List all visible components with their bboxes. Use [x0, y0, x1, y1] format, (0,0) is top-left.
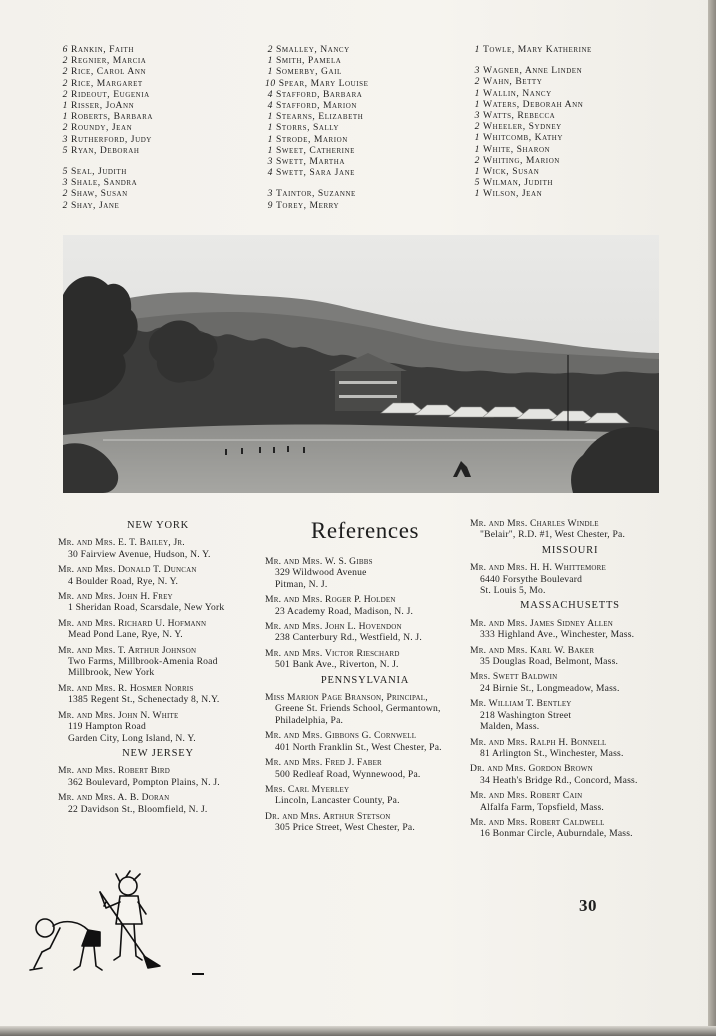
reference-name: Mr. and Mrs. John H. Frey: [58, 591, 173, 603]
camper-name: Somerby, Gail: [276, 66, 342, 78]
reference-entry: [265, 757, 465, 780]
name-list-gap: [472, 55, 592, 65]
camper-name: Wick, Susan: [483, 166, 540, 178]
camper-name: Towle, Mary Katherine: [483, 44, 592, 55]
camper-list-item: [472, 188, 592, 199]
reference-name: Mr. and Mrs. H. H. Whittemore: [470, 562, 607, 574]
camper-name: Swett, Martha: [276, 156, 345, 168]
children-sweeping-illustration: [20, 868, 220, 983]
camper-years-count: 1: [62, 100, 68, 112]
reference-name: Mr. and Mrs. A. B. Doran: [58, 792, 170, 804]
camper-list-item: [60, 145, 153, 156]
camper-years-count: 1: [267, 133, 273, 145]
reference-entry: [470, 518, 670, 541]
reference-name: Mr. and Mrs. E. T. Bailey, Jr.: [58, 537, 185, 549]
reference-name: Mr. and Mrs. Charles Windle: [470, 518, 599, 529]
camper-years-count: 2: [62, 66, 68, 78]
camper-list-item: [472, 132, 592, 143]
reference-address-line: 30 Fairview Avenue, Hudson, N. Y.: [68, 548, 211, 560]
camper-years-count: 4: [267, 100, 273, 112]
reference-entry: [58, 537, 258, 560]
reference-name: Mr. and Mrs. T. Arthur Johnson: [58, 644, 197, 656]
camper-years-count: 2: [62, 55, 68, 67]
reference-address-line: 16 Bonmar Circle, Auburndale, Mass.: [480, 828, 633, 840]
camper-list-item: [472, 44, 592, 55]
reference-address-line: St. Louis 5, Mo.: [480, 585, 546, 597]
camper-years-count: 1: [267, 55, 273, 67]
state-heading: MASSACHUSETTS: [520, 600, 620, 612]
camper-list-item: [60, 89, 153, 100]
reference-address-line: 238 Canterbury Rd., Westfield, N. J.: [275, 632, 422, 644]
camper-list-item: [60, 166, 153, 177]
camper-list-item: [265, 89, 368, 100]
camper-name: Risser, JoAnn: [71, 100, 135, 112]
reference-name: Mr. and Mrs. Richard U. Hofmann: [58, 617, 207, 629]
references-column-2-entries: [265, 556, 465, 834]
reference-name: Mr. and Mrs. Robert Cain: [470, 790, 583, 802]
camper-name: Torey, Merry: [276, 199, 340, 211]
camper-list-item: [265, 134, 368, 145]
reference-entry: [265, 692, 465, 726]
camper-years-count: 3: [267, 156, 273, 168]
camper-name: Wilman, Judith: [483, 177, 553, 189]
camper-list-item: [265, 167, 368, 178]
reference-address-line: Alfalfa Farm, Topsfield, Mass.: [480, 801, 604, 813]
reference-address-line: Garden City, Long Island, N. Y.: [68, 732, 196, 744]
references-column-1: [58, 518, 258, 819]
reference-name: Mr. and Mrs. John N. White: [58, 709, 179, 721]
camper-years-count: 1: [474, 188, 480, 200]
name-list-gap: [265, 178, 368, 188]
camper-years-count: 10: [265, 77, 276, 89]
camp-landscape-photo: [63, 235, 659, 493]
reference-entry: [58, 683, 258, 706]
reference-entry: [470, 671, 670, 694]
camper-years-count: 2: [474, 154, 480, 166]
reference-name: Mr. William T. Bentley: [470, 698, 572, 710]
camper-list-item: [265, 100, 368, 111]
names-column-1: [60, 44, 153, 211]
reference-name: Mr. and Mrs. W. S. Gibbs: [265, 556, 373, 567]
reference-address-line: 22 Davidson St., Bloomfield, N. J.: [68, 803, 208, 815]
reference-name: Mrs. Carl Myerley: [265, 783, 350, 795]
camper-years-count: 3: [474, 65, 480, 77]
reference-entry: [58, 765, 258, 788]
camper-years-count: 2: [62, 88, 68, 100]
camper-name: Shay, Jane: [71, 199, 120, 211]
camper-years-count: 5: [62, 144, 68, 156]
reference-address-line: Lincoln, Lancaster County, Pa.: [275, 795, 400, 807]
camper-name: Rice, Carol Ann: [71, 66, 147, 78]
camper-list-item: [472, 110, 592, 121]
camper-name: Smalley, Nancy: [276, 44, 350, 55]
reference-name: Mr. and Mrs. Karl W. Baker: [470, 644, 595, 656]
reference-address-line: 1385 Regent St., Schenectady 8, N.Y.: [68, 694, 220, 706]
camper-name: Rice, Margaret: [71, 77, 143, 89]
camper-name: Storrs, Sally: [276, 122, 340, 134]
camper-list-item: [472, 177, 592, 188]
reference-entry: [470, 698, 670, 732]
camper-name: Watts, Rebecca: [483, 110, 556, 122]
camper-list-item: [60, 177, 153, 188]
camper-years-count: 1: [267, 122, 273, 134]
names-column-2: [265, 44, 368, 211]
camper-list-item: [265, 156, 368, 167]
camper-list-item: [472, 121, 592, 132]
page-edge-bottom: [0, 1026, 716, 1036]
reference-name: Miss Marion Page Branson, Principal,: [265, 692, 428, 704]
camper-name: Spear, Mary Louise: [278, 77, 369, 89]
camper-years-count: 4: [267, 167, 273, 179]
camper-list-item: [265, 44, 368, 55]
camper-years-count: 2: [62, 77, 68, 89]
reference-entry: [470, 817, 670, 840]
camper-name: Wahn, Betty: [483, 76, 543, 88]
camper-years-count: 5: [62, 166, 68, 178]
camper-list-item: [60, 55, 153, 66]
reference-entry: [58, 564, 258, 587]
camper-name: Wagner, Anne Linden: [483, 65, 583, 77]
camper-list-item: [472, 144, 592, 155]
camper-name: Rideout, Eugenia: [71, 88, 150, 100]
children-sweeping-illustration-graphic: [20, 868, 220, 983]
reference-address-line: Greene St. Friends School, Germantown, Philadelphia, Pa.: [275, 703, 441, 726]
reference-entry: [470, 562, 670, 596]
camper-years-count: 1: [267, 66, 273, 78]
camper-list-item: [265, 122, 368, 133]
reference-address-line: 305 Price Street, West Chester, Pa.: [275, 822, 415, 834]
reference-address-line: 23 Academy Road, Madison, N. J.: [275, 605, 414, 617]
camper-years-count: 3: [474, 110, 480, 122]
camper-list-item: [265, 111, 368, 122]
camper-name: Seal, Judith: [71, 166, 127, 178]
reference-name: Mr. and Mrs. Robert Bird: [58, 765, 171, 777]
camper-name: Sweet, Catherine: [276, 144, 355, 156]
camper-years-count: 5: [474, 177, 480, 189]
camper-years-count: 9: [267, 199, 273, 211]
camper-years-count: 1: [474, 166, 480, 178]
reference-address-line: 35 Douglas Road, Belmont, Mass.: [480, 656, 619, 668]
reference-entry: [58, 710, 258, 744]
reference-address-line: 218 Washington Street: [480, 709, 572, 721]
camper-list-item: [60, 111, 153, 122]
camper-name: Wallin, Nancy: [483, 87, 552, 99]
camper-years-count: 1: [267, 111, 273, 123]
camper-name: Ryan, Deborah: [71, 144, 140, 156]
reference-address-line: 362 Boulevard, Pompton Plains, N. J.: [68, 776, 220, 788]
camper-list-item: [265, 78, 368, 89]
camper-years-count: 2: [62, 122, 68, 134]
reference-name: Mr. and Mrs. R. Hosmer Norris: [58, 682, 194, 694]
camper-years-count: 3: [62, 177, 68, 189]
camper-name: Waters, Deborah Ann: [483, 98, 584, 110]
state-heading: PENNSYLVANIA: [320, 674, 410, 686]
references-column-3: [470, 518, 670, 844]
camper-years-count: 2: [62, 188, 68, 200]
reference-name: Mr. and Mrs. Gibbons G. Cornwell: [265, 730, 417, 742]
camper-name: Regnier, Marcia: [71, 55, 147, 67]
reference-entry: [265, 730, 465, 753]
camper-list-item: [472, 88, 592, 99]
camper-list-item: [265, 200, 368, 211]
camper-name: Roundy, Jean: [71, 122, 133, 134]
camper-years-count: 2: [474, 121, 480, 133]
camper-name: Swett, Sara Jane: [276, 167, 355, 179]
camper-name: Whitcomb, Kathy: [483, 132, 563, 144]
reference-name: Mr. and Mrs. Ralph H. Bonnell: [470, 736, 607, 748]
reference-name: Mr. and Mrs. Donald T. Duncan: [58, 564, 197, 576]
reference-entry: [58, 645, 258, 679]
camper-name: Strode, Marion: [276, 133, 348, 145]
reference-address-line: Millbrook, New York: [68, 667, 155, 679]
camper-list-item: [265, 55, 368, 66]
camper-years-count: 1: [474, 132, 480, 144]
reference-address-line: Malden, Mass.: [480, 721, 540, 733]
reference-address-line: 6440 Forsythe Boulevard: [480, 573, 583, 585]
camper-years-count: 2: [62, 199, 68, 211]
reference-entry: [58, 618, 258, 641]
camper-name: Roberts, Barbara: [71, 111, 153, 123]
reference-address-line: 1 Sheridan Road, Scarsdale, New York: [68, 602, 225, 614]
name-list-gap: [60, 156, 153, 166]
reference-entry: [265, 811, 465, 834]
reference-address-line: "Belair", R.D. #1, West Chester, Pa.: [480, 529, 626, 541]
state-heading: NEW JERSEY: [122, 747, 194, 759]
reference-address-line: 34 Heath's Bridge Rd., Concord, Mass.: [480, 774, 638, 786]
reference-address-line: 501 Bank Ave., Riverton, N. J.: [275, 659, 399, 671]
names-column-3: [472, 44, 592, 200]
reference-entry: [265, 594, 465, 617]
camper-years-count: 4: [267, 88, 273, 100]
camper-years-count: 1: [474, 44, 480, 55]
reference-name: Mr. and Mrs. Roger P. Holden: [265, 594, 396, 606]
camper-name: Stearns, Elizabeth: [276, 111, 364, 123]
camper-list-item: [472, 99, 592, 110]
camper-list-item: [60, 44, 153, 55]
camper-name: Rutherford, Judy: [71, 133, 152, 145]
camper-name: Smith, Pamela: [276, 55, 342, 67]
reference-entry: [58, 591, 258, 614]
camper-years-count: 1: [474, 143, 480, 155]
reference-entry: [470, 763, 670, 786]
reference-entry: [470, 618, 670, 641]
camper-years-count: 1: [267, 144, 273, 156]
reference-address-line: 81 Arlington St., Winchester, Mass.: [480, 747, 624, 759]
state-heading: NEW YORK: [126, 520, 190, 531]
reference-address-line: 401 North Franklin St., West Chester, Pa.: [275, 741, 442, 753]
camper-name: Shaw, Susan: [71, 188, 128, 200]
reference-address-line: 329 Wildwood Avenue: [275, 567, 367, 579]
state-heading: MISSOURI: [541, 544, 599, 556]
camper-years-count: 1: [474, 98, 480, 110]
camper-name: Wheeler, Sydney: [483, 121, 562, 133]
camp-landscape-photo-graphic: [63, 235, 659, 493]
reference-entry: [265, 556, 465, 590]
camper-name: Stafford, Marion: [276, 100, 357, 112]
page-edge-right: [708, 0, 716, 1036]
camper-list-item: [472, 155, 592, 166]
camper-list-item: [265, 145, 368, 156]
camper-years-count: 1: [62, 111, 68, 123]
camper-name: Wilson, Jean: [483, 188, 543, 200]
reference-address-line: Pitman, N. J.: [275, 578, 328, 590]
reference-name: Dr. and Mrs. Arthur Stetson: [265, 810, 391, 822]
page-number: 30: [579, 896, 597, 915]
camper-name: Shale, Sandra: [71, 177, 138, 189]
references-column-2: [265, 518, 465, 838]
camper-years-count: 2: [474, 76, 480, 88]
camper-list-item: [472, 166, 592, 177]
camper-list-item: [60, 188, 153, 199]
reference-entry: [470, 737, 670, 760]
camper-years-count: 6: [62, 44, 68, 55]
references-title: References: [310, 518, 420, 543]
reference-entry: [265, 784, 465, 807]
camper-list-item: [60, 122, 153, 133]
camper-name: Rankin, Faith: [71, 44, 134, 55]
reference-address-line: 24 Birnie St., Longmeadow, Mass.: [480, 682, 620, 694]
camper-list-item: [60, 78, 153, 89]
reference-entry: [265, 648, 465, 671]
reference-entry: [265, 621, 465, 644]
camper-list-item: [60, 200, 153, 211]
reference-entry: [58, 792, 258, 815]
camper-list-item: [265, 66, 368, 77]
camper-list-item: [265, 188, 368, 199]
camper-years-count: 3: [267, 188, 273, 200]
camper-name: White, Sharon: [483, 143, 551, 155]
reference-name: Dr. and Mrs. Gordon Brown: [470, 763, 593, 775]
reference-address-line: 119 Hampton Road: [68, 721, 146, 733]
reference-name: Mr. and Mrs. Fred J. Faber: [265, 757, 382, 769]
reference-entry: [470, 790, 670, 813]
reference-name: Mrs. Swett Baldwin: [470, 671, 558, 683]
camper-list-item: [60, 100, 153, 111]
camper-list-item: [60, 134, 153, 145]
reference-address-line: 500 Redleaf Road, Wynnewood, Pa.: [275, 768, 421, 780]
camper-list-item: [472, 76, 592, 87]
reference-name: Mr. and Mrs. James Sidney Allen: [470, 617, 614, 629]
reference-address-line: Mead Pond Lane, Rye, N. Y.: [68, 629, 183, 641]
reference-entry: [470, 645, 670, 668]
camper-name: Taintor, Suzanne: [276, 188, 356, 200]
reference-address-line: Two Farms, Millbrook-Amenia Road: [68, 656, 218, 668]
reference-address-line: 333 Highland Ave., Winchester, Mass.: [480, 629, 635, 641]
camper-name: Stafford, Barbara: [276, 88, 363, 100]
reference-name: Mr. and Mrs. John L. Hovendon: [265, 621, 402, 633]
camper-years-count: 2: [267, 44, 273, 55]
camper-list-item: [472, 65, 592, 76]
camper-name: Whiting, Marion: [483, 154, 560, 166]
camper-list-item: [60, 66, 153, 77]
camper-years-count: 3: [62, 133, 68, 145]
reference-name: Mr. and Mrs. Robert Caldwell: [470, 816, 605, 828]
reference-name: Mr. and Mrs. Victor Rieschard: [265, 647, 400, 659]
reference-address-line: 4 Boulder Road, Rye, N. Y.: [68, 575, 179, 587]
camper-years-count: 1: [474, 87, 480, 99]
